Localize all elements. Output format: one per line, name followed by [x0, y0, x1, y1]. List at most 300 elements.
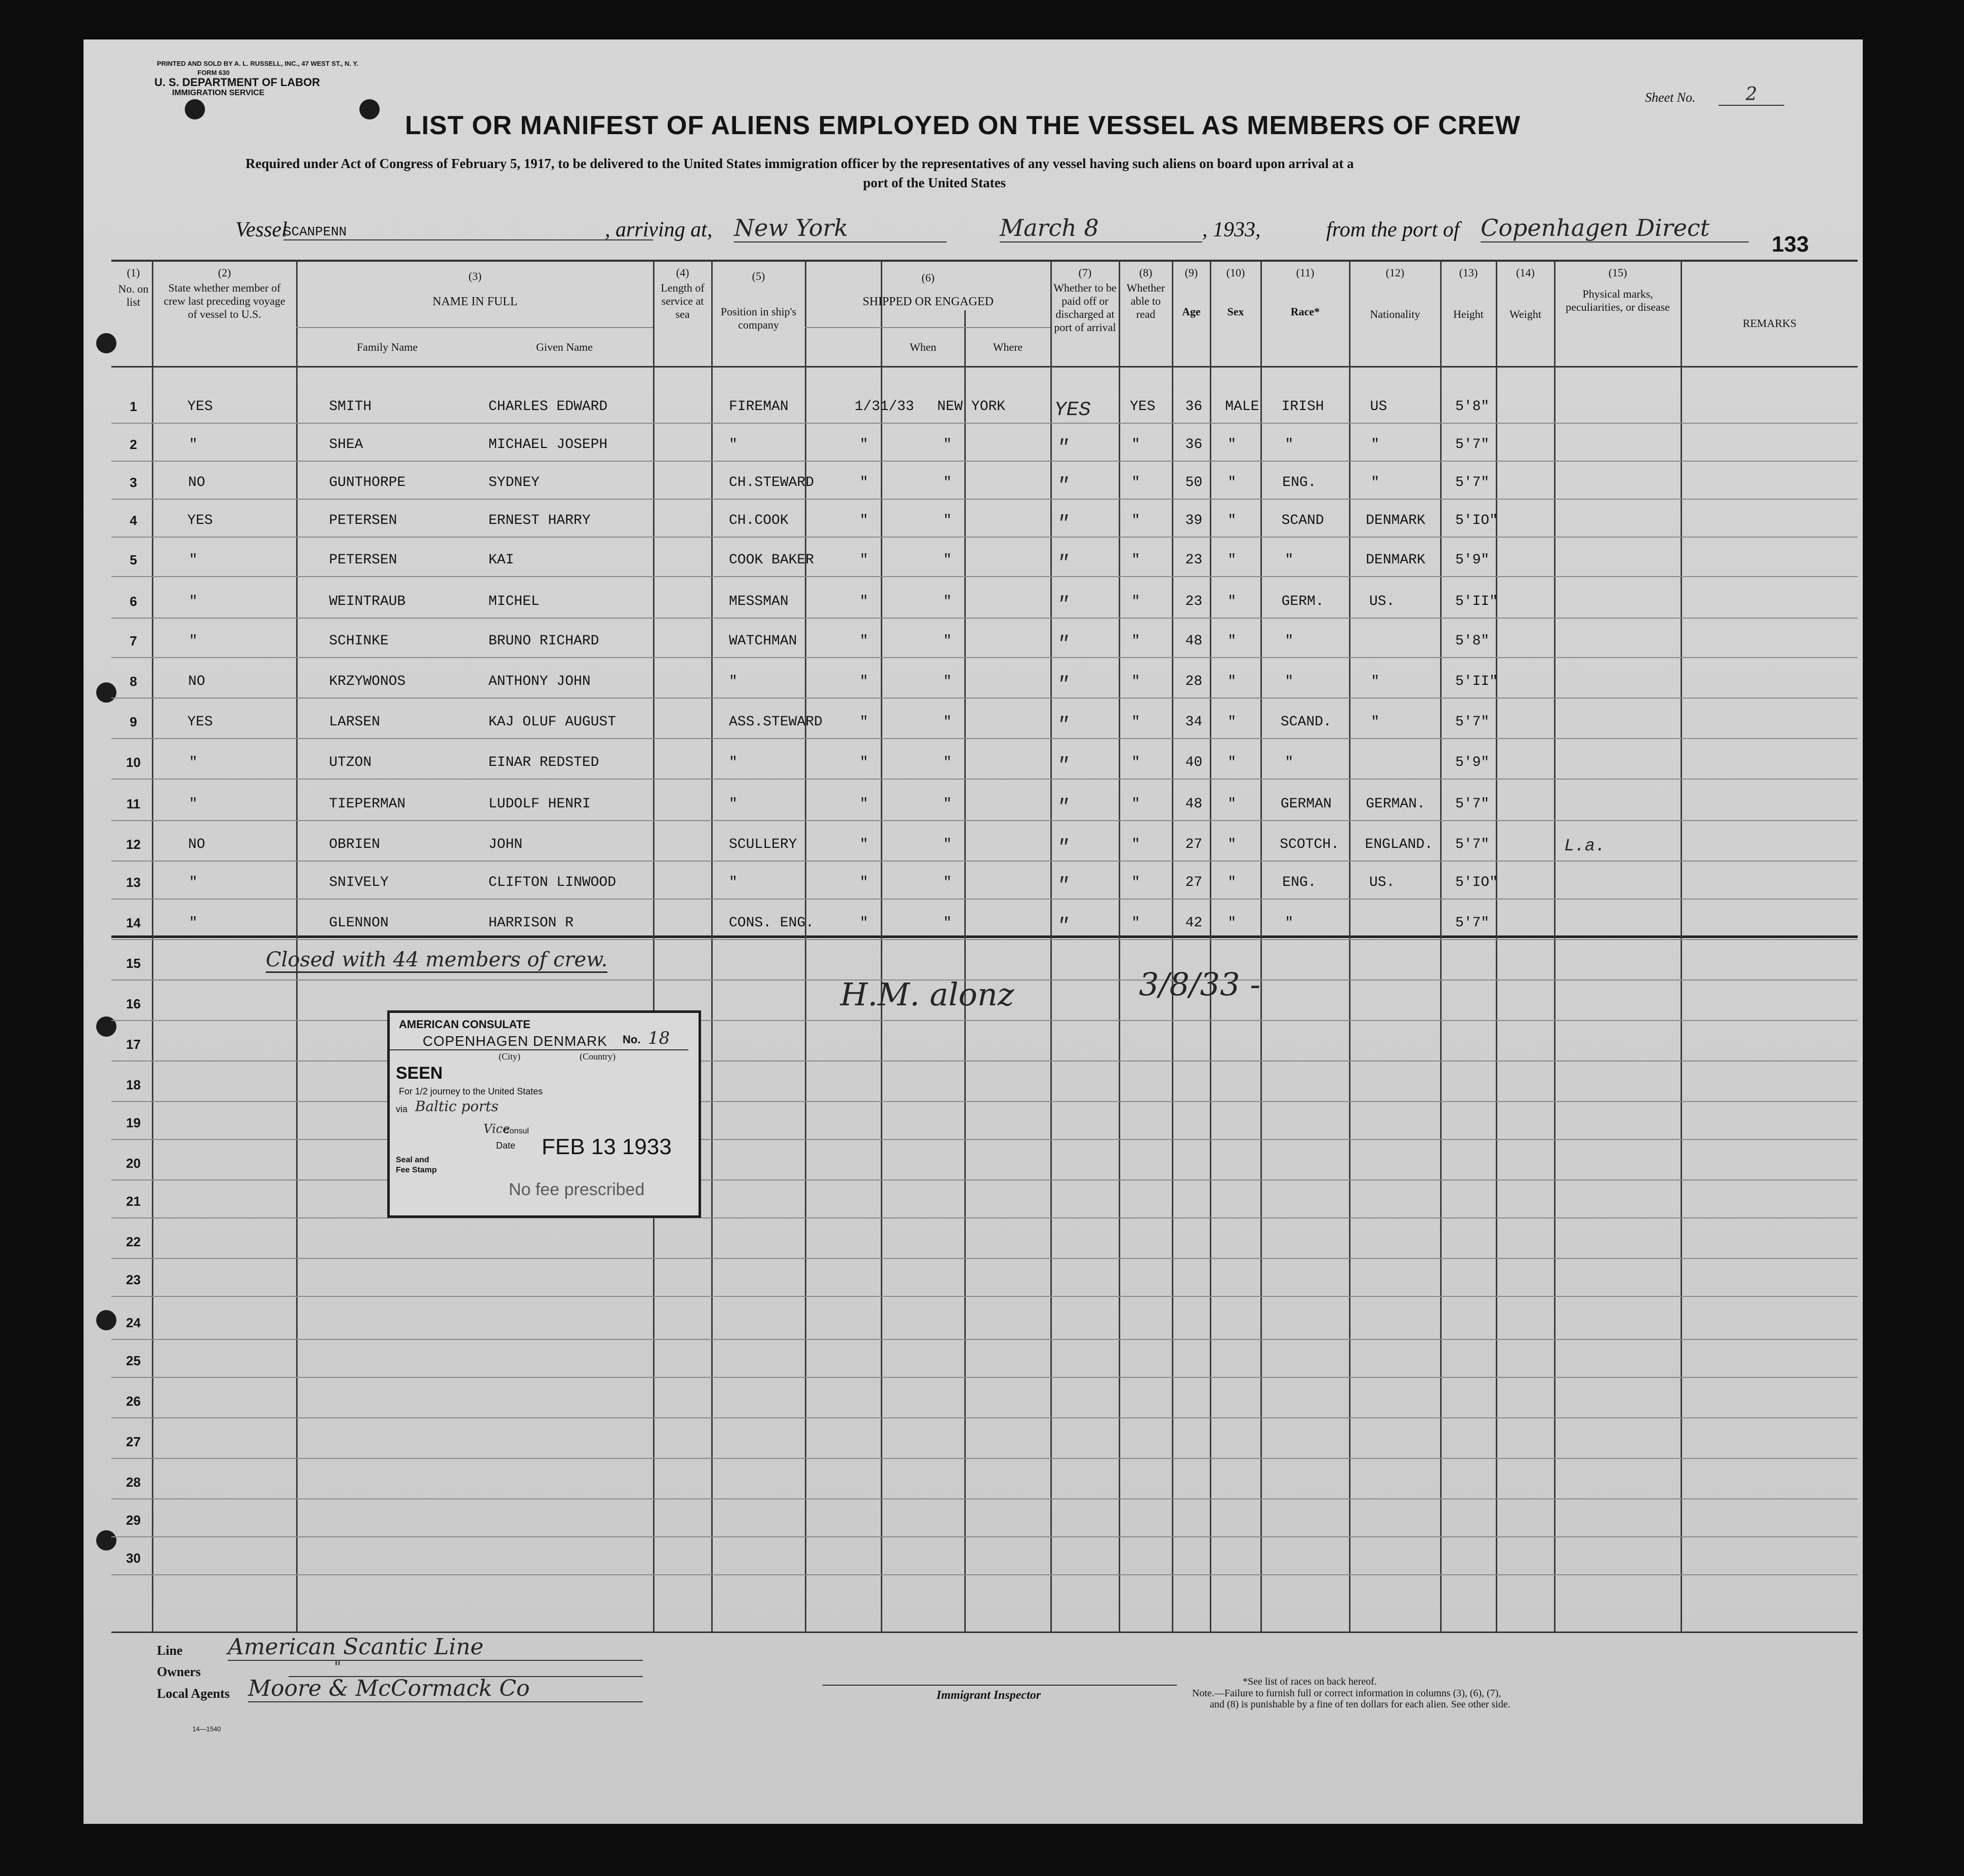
cell-age: 48: [1185, 796, 1203, 812]
cell-shipped-when: ": [860, 674, 869, 689]
cell-age: 40: [1185, 755, 1203, 770]
closed-annotation: Closed with 44 members of crew.: [266, 948, 607, 973]
cell-height: 5'II": [1455, 594, 1498, 609]
row-rule: [111, 698, 1858, 699]
cell-shipped-when: ": [860, 475, 869, 491]
row-number: 8: [130, 674, 137, 689]
binder-hole: [96, 333, 116, 353]
row-rule: [111, 1377, 1858, 1378]
cell-shipped-when: 1/31/33: [854, 399, 914, 415]
cell-family-name: GLENNON: [329, 915, 389, 931]
cell-prev-voyage: YES: [187, 714, 213, 730]
row-rule: [111, 1061, 1858, 1062]
cell-nationality: US.: [1369, 875, 1395, 890]
cell-prev-voyage: ": [189, 552, 198, 568]
row-rule: [111, 1020, 1858, 1021]
col-divider: [1554, 260, 1556, 1633]
cell-sex: ": [1228, 755, 1237, 770]
col-divider: [296, 260, 298, 1633]
cell-shipped-when: ": [860, 437, 869, 453]
binder-hole: [96, 682, 116, 703]
cell-given-name: SYDNEY: [488, 475, 540, 491]
inspector-label: Immigrant Inspector: [936, 1689, 1041, 1702]
family-name-header: Family Name: [356, 341, 418, 353]
cell-family-name: SHEA: [329, 437, 363, 453]
row-number: 30: [126, 1551, 141, 1566]
cell-race: GERMAN: [1280, 796, 1332, 812]
row-rule: [111, 939, 1858, 940]
col14-number: (14): [1516, 266, 1535, 279]
row-number: 20: [126, 1156, 141, 1171]
cell-paid-off: ": [1056, 594, 1069, 617]
row-number: 23: [126, 1272, 141, 1287]
cell-prev-voyage: ": [189, 875, 198, 890]
cell-given-name: JOHN: [488, 837, 523, 852]
col-divider: [964, 310, 966, 1633]
cell-nationality: ": [1371, 437, 1380, 453]
cell-age: 23: [1185, 594, 1203, 609]
cell-position: SCULLERY: [729, 837, 797, 852]
cell-height: 5'7": [1455, 475, 1490, 491]
arrival-date: March 8: [1000, 214, 1202, 242]
row-rule: [111, 618, 1858, 619]
cell-able-to-read: ": [1131, 875, 1140, 890]
cell-family-name: PETERSEN: [329, 513, 397, 528]
cell-age: 34: [1185, 714, 1203, 730]
row-number: 19: [126, 1115, 141, 1130]
col15-number: (15): [1608, 266, 1627, 279]
row-rule: [111, 1217, 1858, 1218]
row-number: 9: [130, 714, 137, 729]
row-number: 22: [126, 1234, 141, 1249]
cell-race: SCAND.: [1280, 714, 1332, 730]
cell-height: 5'9": [1455, 552, 1490, 568]
row-rule: [111, 1458, 1858, 1459]
col1-header: No. on list: [118, 282, 149, 308]
cell-able-to-read: ": [1131, 714, 1140, 730]
col11-number: (11): [1296, 266, 1315, 279]
row-rule: [111, 576, 1858, 577]
vessel-name: SCANPENN: [283, 224, 653, 240]
cell-able-to-read: YES: [1129, 399, 1156, 415]
cell-shipped-where: ": [943, 796, 952, 812]
sheet-number: 2: [1718, 84, 1784, 106]
cell-paid-off: ": [1056, 837, 1069, 860]
cell-position: ASS.STEWARD: [729, 714, 823, 730]
vessel-label: Vessel: [235, 218, 288, 241]
inspector-signature: H.M. alonz: [840, 976, 1014, 1013]
cell-given-name: LUDOLF HENRI: [488, 796, 591, 812]
cell-able-to-read: ": [1131, 674, 1140, 689]
cell-able-to-read: ": [1131, 475, 1140, 491]
binder-hole: [96, 1016, 116, 1037]
cell-age: 28: [1185, 674, 1203, 689]
cell-race: ": [1285, 552, 1294, 568]
row-rule: [111, 423, 1858, 424]
shipped-subheader-line: [805, 327, 1050, 328]
cell-age: 27: [1185, 875, 1203, 890]
col10-number: (10): [1226, 266, 1245, 279]
cell-given-name: KAJ OLUF AUGUST: [488, 714, 617, 730]
cell-prev-voyage: ": [189, 915, 198, 931]
stamp-no-fee: No fee prescribed: [509, 1180, 645, 1199]
cell-nationality: ": [1371, 475, 1380, 491]
cell-able-to-read: ": [1131, 633, 1140, 649]
cell-shipped-when: ": [860, 755, 869, 770]
cell-shipped-where: ": [943, 714, 952, 730]
cell-paid-off: ": [1056, 633, 1069, 656]
penalty-note-1: Note.—Failure to furnish full or correct information in columns (3), (6), (7),: [1192, 1688, 1501, 1699]
sheet-label: Sheet No.: [1645, 90, 1696, 105]
cell-prev-voyage: ": [189, 594, 198, 609]
cell-height: 5'7": [1455, 915, 1490, 931]
cell-paid-off: ": [1056, 513, 1069, 536]
cell-age: 36: [1185, 399, 1203, 415]
col-divider: [805, 260, 806, 1633]
cell-age: 48: [1185, 633, 1203, 649]
stamp-city-label: (City): [499, 1051, 520, 1062]
cell-nationality: GERMAN.: [1366, 796, 1425, 812]
department: U. S. DEPARTMENT OF LABOR: [154, 76, 320, 89]
cell-able-to-read: ": [1131, 513, 1140, 528]
name-subheader-line: [296, 327, 653, 328]
cell-position: CONS. ENG.: [729, 915, 814, 931]
cell-height: 5'7": [1455, 837, 1490, 852]
row-rule: [111, 1296, 1858, 1297]
row-rule: [111, 779, 1858, 780]
line-value: American Scantic Line: [228, 1634, 643, 1661]
cell-position: COOK BAKER: [729, 552, 814, 568]
cell-sex: ": [1228, 837, 1237, 852]
cell-nationality: ": [1371, 674, 1380, 689]
cell-able-to-read: ": [1131, 594, 1140, 609]
consulate-stamp: [387, 1010, 701, 1218]
row-rule: [111, 861, 1858, 862]
cell-shipped-when: ": [860, 837, 869, 852]
row-rule: [111, 899, 1858, 900]
col3-number: (3): [468, 270, 482, 282]
binder-hole: [96, 1530, 116, 1551]
cell-family-name: SNIVELY: [329, 875, 389, 890]
header-bottom-border: [111, 366, 1858, 368]
races-note: *See list of races on back hereof.: [1243, 1676, 1377, 1687]
cell-paid-off: ": [1056, 875, 1069, 898]
remarks-header: REMARKS: [1742, 317, 1797, 330]
col13-header: Height: [1453, 308, 1484, 320]
page-stamp-number: 133: [1772, 232, 1809, 257]
departure-port: Copenhagen Direct: [1481, 214, 1749, 242]
cell-family-name: GUNTHORPE: [329, 475, 406, 491]
cell-paid-off: ": [1056, 552, 1069, 575]
cell-shipped-when: ": [860, 875, 869, 890]
cell-given-name: BRUNO RICHARD: [488, 633, 599, 649]
row-rule: [111, 657, 1858, 658]
cell-nationality: ENGLAND.: [1365, 837, 1433, 852]
row-number: 10: [126, 755, 141, 770]
row-number: 6: [130, 594, 137, 609]
row-rule: [111, 820, 1858, 821]
stamp-journey: For 1/2 journey to the United States: [399, 1086, 543, 1096]
cell-age: 42: [1185, 915, 1203, 931]
row-rule: [111, 1574, 1858, 1575]
penalty-note-2: and (8) is punishable by a fine of ten dollars for each alien. See other side.: [1210, 1699, 1510, 1710]
cell-sex: ": [1228, 594, 1237, 609]
cell-paid-off: ": [1056, 437, 1069, 460]
cell-given-name: ERNEST HARRY: [488, 513, 591, 528]
cell-shipped-when: ": [860, 915, 869, 931]
cell-nationality: DENMARK: [1366, 552, 1425, 568]
when-header: When: [910, 341, 936, 353]
cell-race: ENG.: [1282, 875, 1317, 890]
cell-age: 36: [1185, 437, 1203, 453]
form-code: 14—1540: [192, 1725, 221, 1733]
col-divider: [1260, 260, 1262, 1633]
cell-position: ": [729, 437, 738, 453]
stamp-city: COPENHAGEN DENMARK: [423, 1033, 607, 1049]
binder-hole: [96, 1310, 116, 1330]
owners-label: Owners: [157, 1664, 201, 1679]
cell-able-to-read: ": [1131, 837, 1140, 852]
manifest-sheet: [84, 39, 1863, 1824]
cell-prev-voyage: ": [189, 633, 198, 649]
cell-paid-off: YES: [1054, 399, 1091, 422]
col-divider: [1210, 260, 1211, 1633]
col-divider: [1496, 260, 1497, 1633]
cell-paid-off: ": [1056, 915, 1069, 938]
cell-family-name: WEINTRAUB: [329, 594, 406, 609]
cell-family-name: PETERSEN: [329, 552, 397, 568]
cell-nationality: ": [1371, 714, 1380, 730]
cell-family-name: SMITH: [329, 399, 372, 415]
cell-shipped-when: ": [860, 552, 869, 568]
subtitle-line2: port of the United States: [863, 175, 1006, 190]
from-label: from the port of: [1326, 218, 1460, 241]
col1-number: (1): [127, 266, 140, 279]
closing-line: [111, 935, 1858, 938]
cell-position: ": [729, 755, 738, 770]
stamp-consulate: AMERICAN CONSULATE: [399, 1018, 530, 1031]
row-number: 15: [126, 956, 141, 971]
cell-shipped-when: ": [860, 513, 869, 528]
col10-header: Sex: [1227, 305, 1244, 318]
cell-height: 5'7": [1455, 437, 1490, 453]
form-number: FORM 630: [197, 69, 230, 76]
stamp-via-label: via: [396, 1104, 408, 1114]
cell-paid-off: ": [1056, 674, 1069, 697]
col7-number: (7): [1078, 266, 1092, 279]
row-number: 27: [126, 1434, 141, 1449]
cell-given-name: MICHAEL JOSEPH: [488, 437, 608, 453]
cell-height: 5'9": [1455, 755, 1490, 770]
col11-header: Race*: [1290, 305, 1320, 318]
cell-shipped-where: ": [943, 674, 952, 689]
inspector-date: 3/8/33 -: [1139, 966, 1261, 1003]
cell-given-name: CLIFTON LINWOOD: [488, 875, 617, 890]
row-number: 18: [126, 1077, 141, 1092]
cell-prev-voyage: NO: [188, 475, 206, 491]
cell-race: ": [1285, 674, 1294, 689]
cell-prev-voyage: YES: [187, 513, 213, 528]
cell-shipped-where: ": [943, 875, 952, 890]
cell-sex: ": [1228, 513, 1237, 528]
cell-position: CH.COOK: [729, 513, 789, 528]
cell-able-to-read: ": [1131, 755, 1140, 770]
row-rule: [111, 1179, 1858, 1180]
binder-hole: [359, 99, 380, 119]
cell-shipped-where: ": [943, 755, 952, 770]
col-divider: [1172, 260, 1173, 1633]
cell-paid-off: ": [1056, 796, 1069, 819]
col2-number: (2): [218, 266, 231, 279]
cell-height: 5'IO": [1455, 513, 1498, 528]
cell-race: GERM.: [1281, 594, 1324, 609]
row-number: 14: [126, 915, 141, 930]
row-number: 26: [126, 1394, 141, 1409]
line-label: Line: [157, 1643, 183, 1658]
col9-number: (9): [1184, 266, 1198, 279]
col-divider: [881, 260, 882, 1633]
col-divider: [653, 260, 654, 1633]
cell-sex: ": [1228, 915, 1237, 931]
cell-race: SCOTCH.: [1280, 837, 1339, 852]
cell-family-name: OBRIEN: [329, 837, 380, 852]
row-rule: [111, 461, 1858, 462]
printer-credit: PRINTED AND SOLD BY A. L. RUSSELL, INC., 47 WEST ST., N. Y.: [157, 60, 358, 67]
cell-race: ": [1285, 915, 1294, 931]
cell-physical-marks: L.a.: [1564, 837, 1606, 856]
cell-prev-voyage: ": [189, 437, 198, 453]
cell-able-to-read: ": [1131, 796, 1140, 812]
cell-prev-voyage: ": [189, 755, 198, 770]
stamp-no-label: No.: [623, 1033, 641, 1046]
col-divider: [152, 260, 153, 1633]
cell-height: 5'II": [1455, 674, 1498, 689]
cell-sex: ": [1228, 552, 1237, 568]
cell-race: ": [1285, 633, 1294, 649]
cell-family-name: LARSEN: [329, 714, 380, 730]
row-number: 5: [130, 552, 137, 567]
cell-able-to-read: ": [1131, 552, 1140, 568]
stamp-seen: SEEN: [396, 1064, 443, 1083]
col7-header: Whether to be paid off or discharged at port of arrival: [1053, 281, 1117, 334]
cell-prev-voyage: NO: [188, 837, 206, 852]
cell-shipped-when: ": [860, 714, 869, 730]
row-number: 11: [126, 796, 141, 811]
cell-paid-off: ": [1056, 475, 1069, 498]
row-rule: [111, 499, 1858, 500]
row-rule: [111, 1498, 1858, 1499]
cell-shipped-where: ": [943, 837, 952, 852]
col-divider: [1119, 260, 1120, 1633]
row-rule: [111, 1417, 1858, 1418]
table-bottom-border: [111, 1632, 1858, 1633]
row-rule: [111, 1339, 1858, 1340]
inspector-signature-line: [823, 1685, 1177, 1686]
owners-value: ": [289, 1658, 643, 1677]
table-top-border: [111, 260, 1858, 262]
cell-position: ": [729, 796, 738, 812]
cell-shipped-where: ": [943, 915, 952, 931]
cell-nationality: DENMARK: [1366, 513, 1425, 528]
row-number: 3: [130, 475, 137, 490]
row-number: 2: [130, 437, 137, 452]
cell-age: 27: [1185, 837, 1203, 852]
col-divider: [1349, 260, 1351, 1633]
row-number: 1: [130, 399, 137, 414]
cell-height: 5'7": [1455, 796, 1490, 812]
cell-sex: ": [1228, 875, 1237, 890]
agents-value: Moore & McCormack Co: [248, 1676, 643, 1702]
given-name-header: Given Name: [536, 341, 593, 353]
col4-header: Length of service at sea: [661, 281, 705, 320]
cell-paid-off: ": [1056, 714, 1069, 737]
col9-header: Age: [1182, 305, 1201, 318]
col12-number: (12): [1385, 266, 1405, 279]
cell-nationality: US: [1370, 399, 1387, 415]
cell-age: 39: [1185, 513, 1203, 528]
row-rule: [111, 1536, 1858, 1537]
cell-position: FIREMAN: [729, 399, 789, 415]
arriving-port: New York: [734, 214, 947, 242]
row-rule: [111, 738, 1858, 739]
cell-position: MESSMAN: [729, 594, 789, 609]
col-divider: [711, 260, 713, 1633]
row-rule: [111, 537, 1858, 538]
col8-header: Whether able to read: [1126, 281, 1165, 320]
cell-able-to-read: ": [1131, 915, 1140, 931]
col5-number: (5): [752, 270, 765, 282]
col2-header: State whether member of crew last preceding voyage of vessel to U.S.: [163, 281, 285, 320]
cell-sex: ": [1228, 714, 1237, 730]
cell-given-name: CHARLES EDWARD: [488, 399, 608, 415]
row-number: 7: [130, 633, 137, 648]
cell-age: 50: [1185, 475, 1203, 491]
row-number: 21: [126, 1194, 141, 1209]
stamp-date: FEB 13 1933: [542, 1134, 672, 1159]
cell-able-to-read: ": [1131, 437, 1140, 453]
row-number: 29: [126, 1513, 141, 1528]
col13-number: (13): [1459, 266, 1478, 279]
cell-shipped-when: ": [860, 633, 869, 649]
row-rule: [111, 1139, 1858, 1140]
row-number: 17: [126, 1037, 141, 1052]
cell-sex: MALE: [1225, 399, 1259, 415]
row-number: 4: [130, 513, 137, 528]
col3-header: NAME IN FULL: [432, 295, 518, 308]
col5-header: Position in ship's company: [720, 305, 797, 331]
page-title: LIST OR MANIFEST OF ALIENS EMPLOYED ON THE VESSEL AS MEMBERS OF CREW: [405, 111, 1521, 140]
cell-height: 5'8": [1455, 399, 1490, 415]
cell-sex: ": [1228, 674, 1237, 689]
cell-given-name: EINAR REDSTED: [488, 755, 599, 770]
cell-shipped-when: ": [860, 796, 869, 812]
col4-number: (4): [676, 266, 689, 279]
cell-race: SCAND: [1281, 513, 1324, 528]
cell-nationality: US.: [1369, 594, 1395, 609]
cell-shipped-where: ": [943, 475, 952, 491]
row-number: 12: [126, 837, 141, 852]
stamp-via: Baltic ports: [415, 1098, 499, 1115]
row-number: 13: [126, 875, 141, 890]
arrival-year: , 1933,: [1202, 218, 1261, 241]
col15-header: Physical marks, peculiarities, or disease: [1566, 288, 1670, 313]
cell-height: 5'IO": [1455, 875, 1498, 890]
stamp-no: 18: [648, 1028, 670, 1048]
cell-height: 5'7": [1455, 714, 1490, 730]
row-number: 16: [126, 996, 141, 1011]
agents-label: Local Agents: [157, 1686, 230, 1701]
cell-shipped-where: NEW YORK: [937, 399, 1005, 415]
